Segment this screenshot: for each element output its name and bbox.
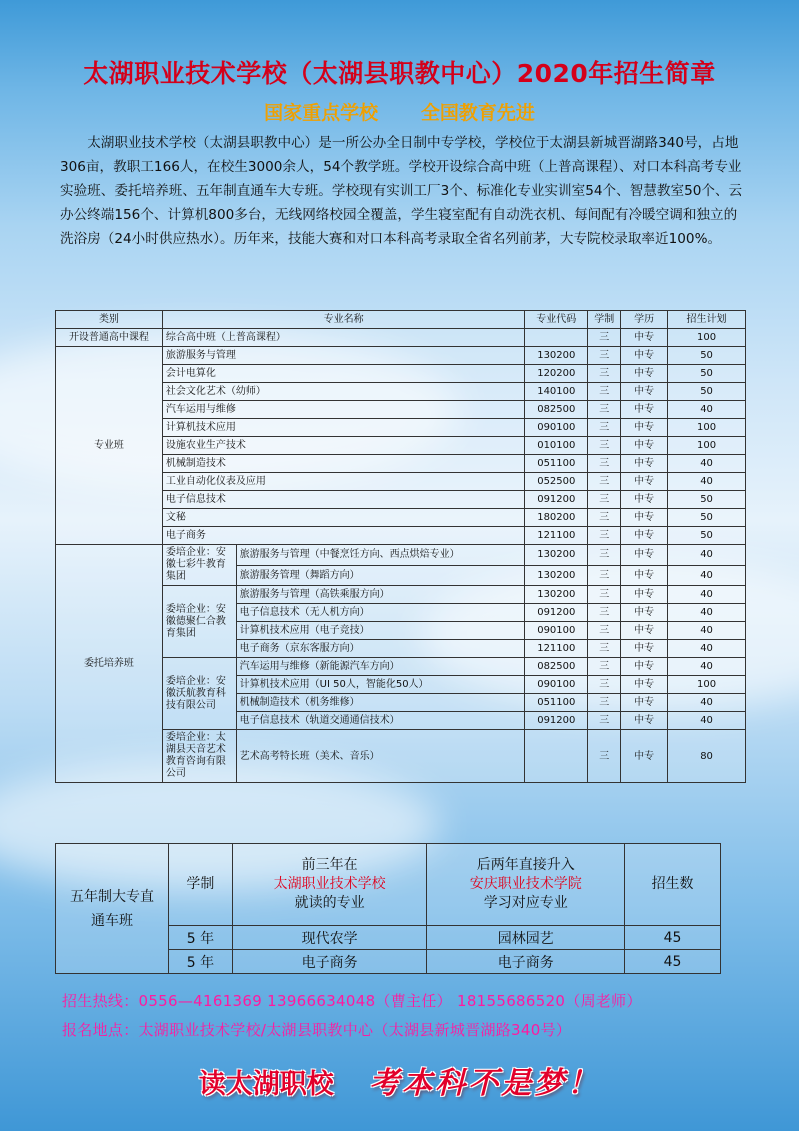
major-level: 中专	[621, 676, 668, 694]
major-level: 中专	[621, 712, 668, 730]
enrollment-table	[55, 310, 746, 783]
major-years: 三	[588, 347, 621, 365]
major-years: 三	[588, 676, 621, 694]
contact-hotline: 招生热线：0556—4161369 13966634048（曹主任） 18155686520（周老师）	[62, 992, 642, 1010]
major-plan: 50	[668, 491, 746, 509]
major-plan: 40	[668, 622, 746, 640]
table-header-row	[56, 311, 746, 329]
major-code: 180200	[525, 509, 588, 527]
major-name: 汽车运用与维修	[162, 401, 524, 419]
major-code: 091200	[525, 604, 588, 622]
major-plan: 100	[668, 437, 746, 455]
col-second-line: 后两年直接升入	[476, 857, 575, 873]
category-cell: 专业班	[56, 347, 163, 545]
five-year-header-row	[56, 844, 721, 926]
major-code: 091200	[525, 712, 588, 730]
major-years: 三	[588, 401, 621, 419]
major-years: 三	[588, 437, 621, 455]
major-plan: 80	[668, 730, 746, 783]
major-code	[525, 329, 588, 347]
major-plan: 40	[668, 545, 746, 566]
major-code	[525, 730, 588, 783]
major-level: 中专	[621, 622, 668, 640]
major-code: 052500	[525, 473, 588, 491]
major-plan: 40	[668, 565, 746, 586]
col-first-line: 前三年在	[301, 857, 358, 873]
major-level: 中专	[621, 658, 668, 676]
major-level: 中专	[621, 604, 668, 622]
five-year-second: 园林园艺	[427, 926, 625, 950]
major-name: 旅游服务与管理（中餐烹饪方向、西点烘焙专业）	[236, 545, 525, 566]
major-level: 中专	[621, 491, 668, 509]
major-plan: 50	[668, 365, 746, 383]
five-year-col-second	[427, 844, 625, 926]
major-plan: 50	[668, 383, 746, 401]
major-name: 电子商务（京东客服方向）	[236, 640, 525, 658]
five-year-col-years: 学制	[168, 844, 232, 926]
major-name: 电子信息技术	[162, 491, 524, 509]
major-name: 机械制造技术（机务维修）	[236, 694, 525, 712]
major-name: 旅游服务与管理	[162, 347, 524, 365]
major-level: 中专	[621, 437, 668, 455]
major-code: 010100	[525, 437, 588, 455]
major-code: 130200	[525, 545, 588, 566]
major-years: 三	[588, 565, 621, 586]
major-name: 计算机技术应用（电子竞技）	[236, 622, 525, 640]
major-name: 计算机技术应用（UI 50人，智能化50人）	[236, 676, 525, 694]
major-years: 三	[588, 509, 621, 527]
contact-address: 报名地点：太湖职业技术学校/太湖县职教中心（太湖县新城晋湖路340号）	[62, 1021, 572, 1039]
major-level: 中专	[621, 694, 668, 712]
major-level: 中专	[621, 565, 668, 586]
major-code: 090100	[525, 676, 588, 694]
table-row	[56, 347, 746, 365]
major-name: 机械制造技术	[162, 455, 524, 473]
major-code: 090100	[525, 419, 588, 437]
major-level: 中专	[621, 383, 668, 401]
header-plan: 招生计划	[668, 311, 746, 329]
major-plan: 100	[668, 329, 746, 347]
five-year-years: 5 年	[168, 950, 232, 974]
header-code: 专业代码	[525, 311, 588, 329]
major-years: 三	[588, 491, 621, 509]
col-first-line: 就读的专业	[294, 895, 365, 911]
five-year-col-plan: 招生数	[625, 844, 721, 926]
major-name: 汽车运用与维修（新能源汽车方向）	[236, 658, 525, 676]
category-cell: 开设普通高中课程	[56, 329, 163, 347]
major-name: 设施农业生产技术	[162, 437, 524, 455]
major-plan: 40	[668, 473, 746, 491]
slogan	[0, 1058, 799, 1102]
major-name: 电子商务	[162, 527, 524, 545]
col-second-line: 学习对应专业	[483, 895, 568, 911]
page-title: 太湖职业技术学校（太湖县职教中心）2020年招生简章	[83, 59, 716, 88]
major-years: 三	[588, 622, 621, 640]
enterprise-cell: 委培企业：太湖县天音艺术教育咨询有限公司	[162, 730, 236, 783]
major-code: 051100	[525, 455, 588, 473]
five-year-table	[55, 843, 721, 974]
major-level: 中专	[621, 473, 668, 491]
major-name: 电子信息技术（无人机方向）	[236, 604, 525, 622]
five-year-years: 5 年	[168, 926, 232, 950]
major-years: 三	[588, 419, 621, 437]
school-name-red: 太湖职业技术学校	[273, 876, 386, 892]
major-level: 中专	[621, 365, 668, 383]
major-level: 中专	[621, 455, 668, 473]
major-plan: 40	[668, 658, 746, 676]
major-plan: 50	[668, 347, 746, 365]
enrollment-table-body	[56, 311, 746, 783]
five-year-category	[56, 844, 169, 974]
major-level: 中专	[621, 586, 668, 604]
major-plan: 100	[668, 676, 746, 694]
major-code: 082500	[525, 658, 588, 676]
major-code: 091200	[525, 491, 588, 509]
major-name: 艺术高考特长班（美术、音乐）	[236, 730, 525, 783]
major-years: 三	[588, 694, 621, 712]
major-plan: 40	[668, 455, 746, 473]
header-major: 专业名称	[162, 311, 524, 329]
major-years: 三	[588, 545, 621, 566]
major-code: 090100	[525, 622, 588, 640]
table-row	[56, 329, 746, 347]
major-years: 三	[588, 640, 621, 658]
major-years: 三	[588, 586, 621, 604]
header-years: 学制	[588, 311, 621, 329]
major-plan: 40	[668, 586, 746, 604]
five-year-category-text: 五年制大专直通车班	[69, 888, 154, 929]
major-code: 121100	[525, 527, 588, 545]
major-code: 130200	[525, 565, 588, 586]
major-name: 旅游服务管理（舞蹈方向）	[236, 565, 525, 586]
major-years: 三	[588, 658, 621, 676]
enterprise-cell: 委培企业：安徽七彩牛教育集团	[162, 545, 236, 586]
major-code: 121100	[525, 640, 588, 658]
major-level: 中专	[621, 419, 668, 437]
five-year-plan: 45	[625, 926, 721, 950]
subtitle-item: 国家重点学校	[264, 102, 379, 124]
major-plan: 40	[668, 604, 746, 622]
major-code: 140100	[525, 383, 588, 401]
enterprise-cell: 委培企业：安徽沃航教育科技有限公司	[162, 658, 236, 730]
major-code: 130200	[525, 347, 588, 365]
major-years: 三	[588, 455, 621, 473]
major-name: 会计电算化	[162, 365, 524, 383]
table-row	[56, 545, 746, 566]
major-years: 三	[588, 473, 621, 491]
major-years: 三	[588, 383, 621, 401]
major-name: 综合高中班（上普高课程）	[162, 329, 524, 347]
major-name: 文秘	[162, 509, 524, 527]
major-name: 电子信息技术（轨道交通通信技术）	[236, 712, 525, 730]
major-level: 中专	[621, 730, 668, 783]
slogan-left: 读太湖职校	[198, 1069, 334, 1100]
major-years: 三	[588, 329, 621, 347]
major-level: 中专	[621, 347, 668, 365]
major-plan: 50	[668, 509, 746, 527]
five-year-second: 电子商务	[427, 950, 625, 974]
major-plan: 50	[668, 527, 746, 545]
major-plan: 40	[668, 712, 746, 730]
major-level: 中专	[621, 527, 668, 545]
subtitle	[0, 98, 799, 125]
major-years: 三	[588, 730, 621, 783]
five-year-col-first	[232, 844, 427, 926]
five-year-first: 现代农学	[232, 926, 427, 950]
major-years: 三	[588, 712, 621, 730]
major-level: 中专	[621, 401, 668, 419]
five-year-plan: 45	[625, 950, 721, 974]
category-cell: 委托培养班	[56, 545, 163, 783]
major-level: 中专	[621, 509, 668, 527]
major-years: 三	[588, 365, 621, 383]
major-plan: 40	[668, 694, 746, 712]
intro-paragraph: 太湖职业技术学校（太湖县职教中心）是一所公办全日制中专学校，学校位于太湖县新城晋湖路340号，占地306亩，教职工166人，在校生3000余人，54个教学班。学校开设综合高中班（上普高课程）、对口本科高考专业实验班、委托培养班、五年制直通车大专班。学校现有实训工厂3个、标准化专业实训室54个、智慧教室50个、云办公终端156个、计算机800多台，无线网络校园全覆盖，学生寝室配有自动洗衣机、每间配有冷暖空调和独立的洗浴房（24小时供应热水）。历年来，技能大赛和对口本科高考录取全省名列前茅，大专院校录取率近100%。	[60, 135, 743, 247]
major-name: 计算机技术应用	[162, 419, 524, 437]
major-years: 三	[588, 527, 621, 545]
enterprise-cell: 委培企业：安徽德聚仁合教育集团	[162, 586, 236, 658]
major-level: 中专	[621, 545, 668, 566]
major-plan: 100	[668, 419, 746, 437]
major-plan: 40	[668, 640, 746, 658]
major-plan: 40	[668, 401, 746, 419]
subtitle-item: 全国教育先进	[420, 102, 535, 124]
major-code: 051100	[525, 694, 588, 712]
major-code: 130200	[525, 586, 588, 604]
slogan-right: 考本科不是梦！	[369, 1066, 601, 1101]
major-name: 旅游服务与管理（高铁乘服方向）	[236, 586, 525, 604]
major-level: 中专	[621, 329, 668, 347]
college-name-red: 安庆职业技术学院	[469, 876, 582, 892]
header-level: 学历	[621, 311, 668, 329]
major-code: 082500	[525, 401, 588, 419]
major-code: 120200	[525, 365, 588, 383]
five-year-first: 电子商务	[232, 950, 427, 974]
header-category: 类别	[56, 311, 163, 329]
major-level: 中专	[621, 640, 668, 658]
major-years: 三	[588, 604, 621, 622]
major-name: 社会文化艺术（幼师）	[162, 383, 524, 401]
major-name: 工业自动化仪表及应用	[162, 473, 524, 491]
